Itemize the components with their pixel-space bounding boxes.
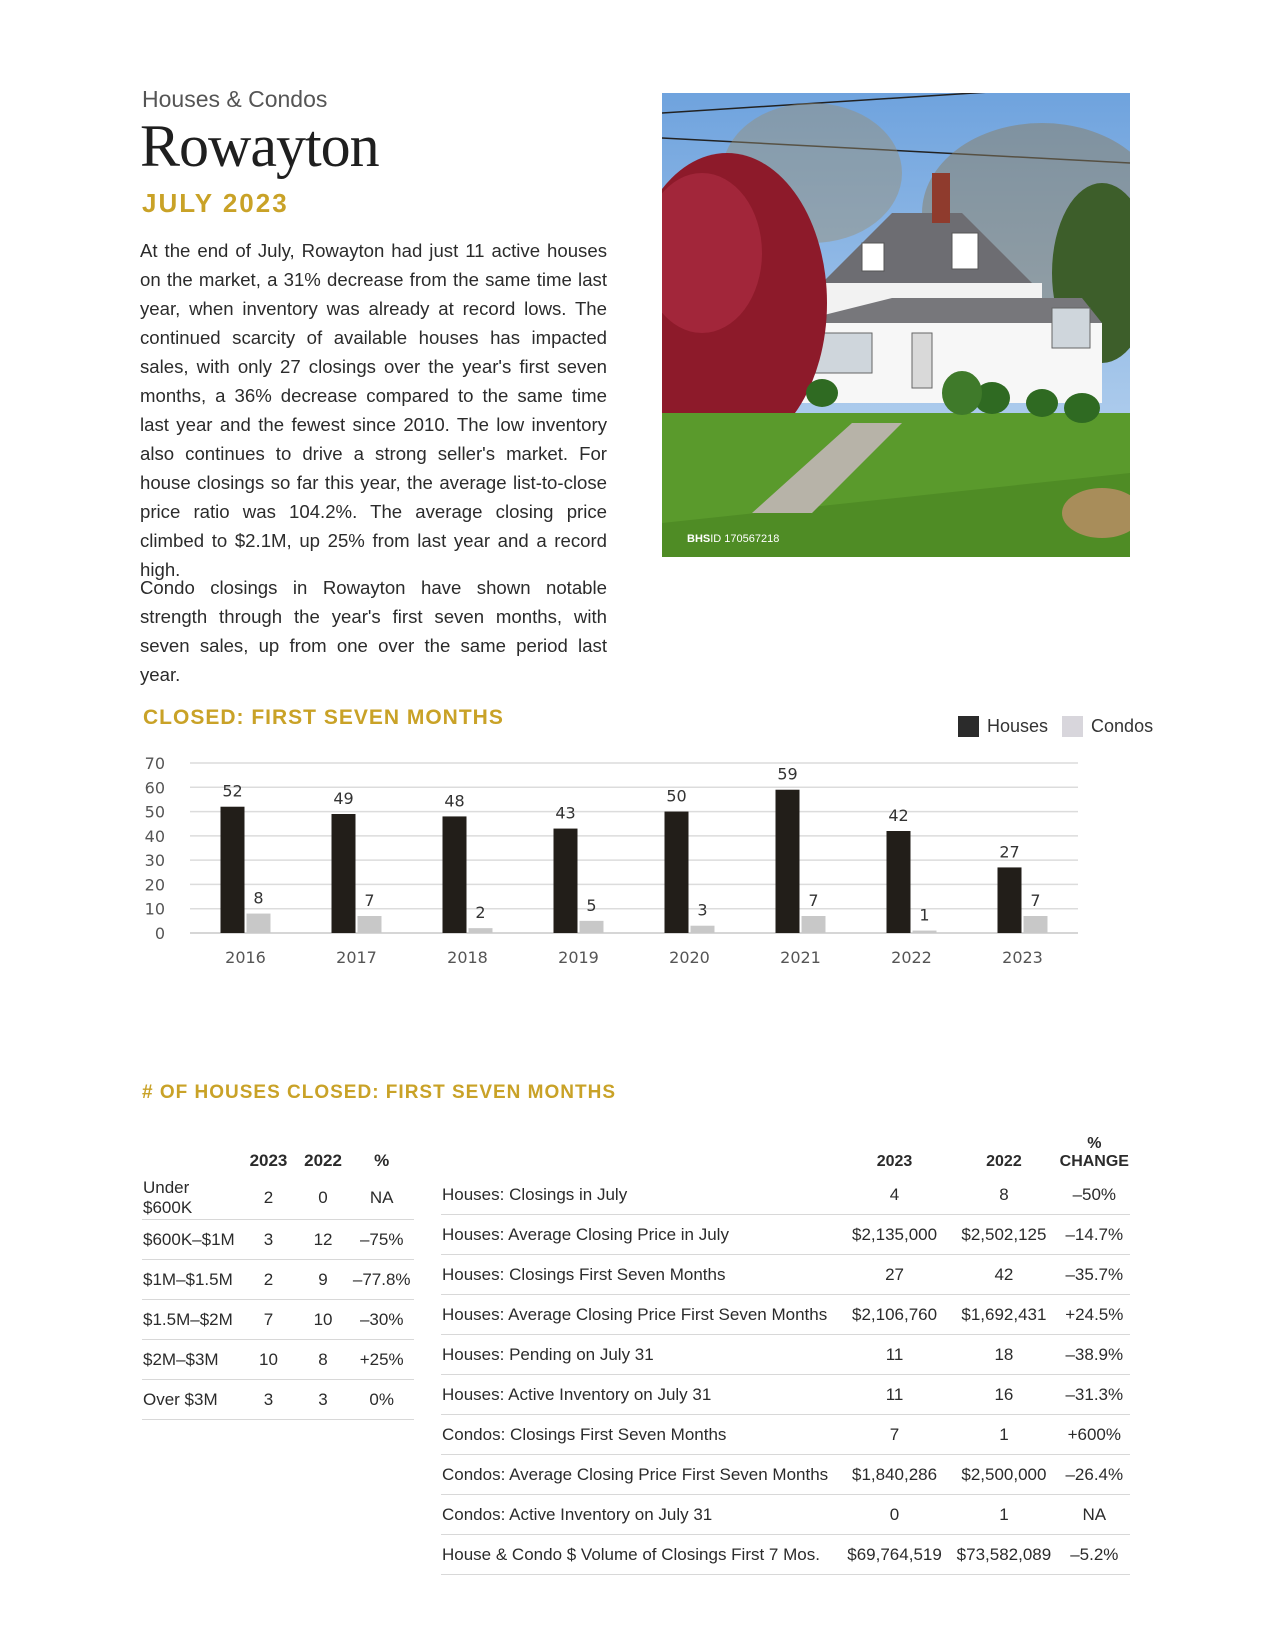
y-tick-label: 20 [144,875,165,895]
market-stats-row [441,1455,1130,1495]
data-label-condos: 1 [919,905,930,925]
market-stats-cell-metric: Condos: Average Closing Price First Seven Months [441,1455,840,1495]
price-range-cell-2022: 12 [297,1220,350,1260]
market-stats-row [441,1255,1130,1295]
market-stats-cell-change: +24.5% [1059,1295,1130,1335]
price-range-cell-2022: 8 [297,1340,350,1380]
data-label-condos: 7 [1030,891,1041,910]
price-range-row-1-5m-2m [142,1300,414,1340]
price-range-cell-2022: 10 [297,1300,350,1340]
market-stats-header-2023: 2023 [876,1153,913,1170]
svg-text:BHSID 170567218 [687,533,779,545]
y-tick-label: 70 [144,754,165,773]
x-tick-label: 2023 [1002,948,1043,967]
data-label-condos: 2 [475,903,486,923]
market-stats-row [441,1335,1130,1375]
market-stats-cell-2023: $2,106,760 [840,1295,949,1335]
market-stats-cell-2022: $2,502,125 [949,1215,1058,1255]
price-range-table [142,1128,414,1420]
market-stats-cell-2023: $1,840,286 [840,1455,949,1495]
price-range-row-under-600k [142,1177,414,1220]
market-stats-cell-2022: 1 [949,1415,1058,1455]
bar-houses [554,829,578,933]
market-stats-cell-2022: $2,500,000 [949,1455,1058,1495]
market-stats-cell-2023: $2,135,000 [840,1215,949,1255]
price-range-cell-range: $2M–$3M [142,1340,240,1380]
data-label-houses: 49 [333,789,354,808]
market-stats-cell-change: –38.9% [1059,1335,1130,1375]
price-range-cell-range: $1.5M–$2M [142,1300,240,1340]
bar-condos [691,926,715,933]
bar-houses [221,807,245,933]
market-stats-cell-change: –31.3% [1059,1375,1130,1415]
data-label-condos: 8 [253,888,264,908]
chart-legend [958,716,1153,737]
market-stats-cell-2023: 27 [840,1255,949,1295]
y-tick-label: 60 [144,778,165,798]
price-range-cell-2023: 3 [240,1220,296,1260]
data-label-houses: 59 [777,764,798,784]
y-tick-label: 50 [144,802,165,822]
price-range-cell-pct: 0% [349,1380,414,1420]
y-tick-label: 10 [144,899,165,919]
market-stats-row [441,1215,1130,1255]
market-stats-cell-2022: 16 [949,1375,1058,1415]
price-range-cell-2023: 3 [240,1380,296,1420]
market-stats-cell-change: –5.2% [1059,1535,1130,1575]
price-range-cell-pct: NA [349,1177,414,1220]
legend-swatch-houses [958,716,979,737]
x-tick-label: 2019 [558,948,599,967]
x-tick-label: 2018 [447,948,488,967]
price-range-cell-pct: –77.8% [349,1260,414,1300]
price-range-header-row [142,1128,414,1177]
closings-chart-svg [140,750,1130,1020]
legend-swatch-condos [1062,716,1083,737]
x-tick-label: 2022 [891,948,932,967]
market-stats-cell-metric: Houses: Average Closing Price in July [441,1215,840,1255]
data-label-houses: 27 [999,842,1020,862]
data-label-condos: 3 [697,900,708,920]
market-stats-header-change [1059,1118,1130,1175]
price-range-cell-2022: 3 [297,1380,350,1420]
x-tick-label: 2017 [336,948,377,967]
bar-condos [913,931,937,933]
price-range-header-range [142,1128,240,1177]
bar-condos [358,916,382,933]
closings-bar-chart [140,750,1130,1025]
bar-houses [443,816,467,933]
photo-credit-id: ID 170567218 [710,533,780,545]
market-stats-cell-2023: 7 [840,1415,949,1455]
y-tick-label: 30 [144,851,165,871]
report-date: JULY 2023 [142,188,289,218]
tables-section-title: # OF HOUSES CLOSED: FIRST SEVEN MONTHS [142,1082,616,1103]
bar-condos [469,928,493,933]
price-range-row-2m-3m [142,1340,414,1380]
market-stats-cell-2022: $1,692,431 [949,1295,1058,1335]
market-stats-row [441,1495,1130,1535]
bar-houses [998,867,1022,933]
price-range-header-pct: % [374,1151,390,1170]
price-range-cell-2023: 2 [240,1177,296,1220]
bar-condos [1024,916,1048,933]
market-stats-cell-2023: 4 [840,1175,949,1215]
x-tick-label: 2020 [669,948,710,967]
data-label-houses: 43 [555,803,576,823]
price-range-cell-2023: 7 [240,1300,296,1340]
chart-title: CLOSED: FIRST SEVEN MONTHS [143,706,504,729]
price-range-cell-2023: 2 [240,1260,296,1300]
price-range-row-over-3m [142,1380,414,1420]
market-stats-cell-metric: Houses: Pending on July 31 [441,1335,840,1375]
data-label-condos: 5 [586,895,597,915]
market-summary-houses: At the end of July, Rowayton had just 11 active houses on the market, a 31% decrease from the same time last year, when inventory was already at record lows. The continued scarcity of available houses has impacted sales, with only 27 closings over the year's first seven months, a 36% decrease compared to the same time last year and the fewest since 2010. The low inventory also continues to drive a strong seller's market. For house closings so far this year, the average list-to-close price ratio was 104.2%. The average closing price climbed to $2.1M, up 25% from last year and a record high. [140,240,607,580]
x-tick-label: 2021 [780,948,821,967]
market-stats-cell-change: +600% [1059,1415,1130,1455]
price-range-header-2023: 2023 [249,1151,288,1170]
market-stats-cell-metric: Houses: Closings in July [441,1175,840,1215]
bar-houses [665,812,689,933]
market-stats-cell-2023: $69,764,519 [840,1535,949,1575]
y-tick-label: 40 [144,826,165,846]
market-stats-cell-2023: 11 [840,1335,949,1375]
market-stats-row [441,1375,1130,1415]
price-range-header-2022: 2022 [304,1151,342,1170]
market-stats-cell-2023: 0 [840,1495,949,1535]
market-stats-cell-2022: 1 [949,1495,1058,1535]
legend-label-condos: Condos [1091,716,1154,736]
market-stats-cell-change: NA [1059,1495,1130,1535]
market-stats-cell-metric: Condos: Closings First Seven Months [441,1415,840,1455]
house-photo [662,93,1130,557]
price-range-row-600k-1m [142,1220,414,1260]
price-range-cell-2022: 9 [297,1260,350,1300]
market-stats-cell-2022: $73,582,089 [949,1535,1058,1575]
market-stats-cell-2022: 8 [949,1175,1058,1215]
price-range-cell-pct: –75% [349,1220,414,1260]
bar-houses [332,814,356,933]
market-stats-cell-2022: 42 [949,1255,1058,1295]
market-stats-cell-2022: 18 [949,1335,1058,1375]
market-stats-cell-change: –26.4% [1059,1455,1130,1495]
market-summary-condos: Condo closings in Rowayton have shown notable strength through the year's first seven months, with seven sales, up from one over the same period last year. [140,577,607,685]
market-stats-table [441,1118,1130,1575]
market-stats-row [441,1535,1130,1575]
market-stats-cell-change: –35.7% [1059,1255,1130,1295]
market-stats-cell-metric: Condos: Active Inventory on July 31 [441,1495,840,1535]
price-range-cell-range: Over $3M [142,1380,240,1420]
market-stats-cell-metric: Houses: Closings First Seven Months [441,1255,840,1295]
report-eyebrow: Houses & Condos [142,86,328,112]
price-range-cell-pct: +25% [349,1340,414,1380]
y-tick-label: 0 [154,924,165,943]
market-stats-header-metric [441,1118,840,1175]
market-stats-header-pct: % [1087,1135,1102,1152]
page-title: Rowayton [140,113,379,179]
bar-houses [776,790,800,933]
market-stats-cell-metric: Houses: Active Inventory on July 31 [441,1375,840,1415]
price-range-cell-2022: 0 [297,1177,350,1220]
market-stats-header-change-label: CHANGE [1059,1153,1129,1170]
market-stats-header-row [441,1118,1130,1175]
market-stats-cell-2023: 11 [840,1375,949,1415]
price-range-cell-2023: 10 [240,1340,296,1380]
data-label-houses: 52 [222,781,243,801]
market-stats-cell-metric: House & Condo $ Volume of Closings First 7 Mos. [441,1535,840,1575]
bar-houses [887,831,911,933]
market-stats-cell-change: –14.7% [1059,1215,1130,1255]
photo-credit-brand: BHS [687,533,711,545]
bar-condos [580,921,604,933]
market-stats-cell-metric: Houses: Average Closing Price First Seven Months [441,1295,840,1335]
market-stats-row [441,1295,1130,1335]
legend-label-houses: Houses [987,716,1049,736]
data-label-condos: 7 [364,891,375,910]
price-range-cell-range: $600K–$1M [142,1220,240,1260]
x-tick-label: 2016 [225,948,266,967]
data-label-houses: 50 [666,786,687,806]
bar-condos [247,914,271,933]
market-stats-cell-change: –50% [1059,1175,1130,1215]
price-range-cell-pct: –30% [349,1300,414,1340]
market-stats-header-2022: 2022 [986,1153,1022,1170]
price-range-cell-range: $1M–$1.5M [142,1260,240,1300]
data-label-houses: 42 [888,806,909,825]
market-stats-row [441,1175,1130,1215]
market-stats-row [441,1415,1130,1455]
bar-condos [802,916,826,933]
price-range-row-1m-1-5m [142,1260,414,1300]
data-label-condos: 7 [808,891,819,910]
price-range-cell-range: Under $600K [142,1177,240,1220]
data-label-houses: 48 [444,791,465,811]
